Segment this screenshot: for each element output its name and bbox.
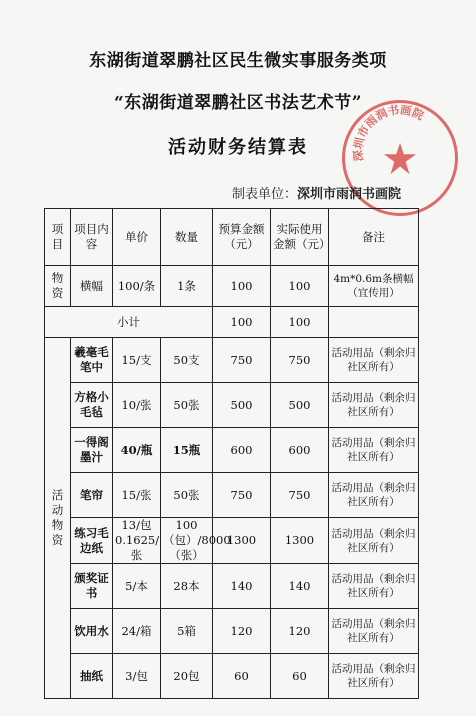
table-row xyxy=(45,473,419,518)
budget-cell: 100 xyxy=(213,266,271,307)
price-cell: 100/条 xyxy=(113,266,161,307)
actual-cell: 120 xyxy=(271,609,329,654)
qty-cell: 28本 xyxy=(161,564,213,609)
qty-cell: 50支 xyxy=(161,338,213,383)
title-line-3: 活动财务结算表 xyxy=(168,137,308,158)
budget-cell: 60 xyxy=(213,654,271,699)
note-cell: 活动用品（剩余归社区所有） xyxy=(329,383,419,428)
title-line-1: 东湖街道翠鹏社区民生微实事服务类项 xyxy=(89,51,387,71)
price-cell: 40/瓶 xyxy=(113,428,161,473)
note-cell: 活动用品（剩余归社区所有） xyxy=(329,564,419,609)
budget-cell: 750 xyxy=(213,338,271,383)
subtotal-label: 小计 xyxy=(45,307,213,338)
category-cell: 物资 xyxy=(45,266,71,307)
note-cell: 4m*0.6m条横幅（宜传用） xyxy=(329,266,419,307)
content-cell: 横幅 xyxy=(71,266,113,307)
qty-cell: 100（包）/8000（张） xyxy=(161,518,213,564)
qty-cell: 15瓶 xyxy=(161,428,213,473)
subtotal-budget: 100 xyxy=(213,307,271,338)
note-cell: 活动用品（剩余归社区所有） xyxy=(329,609,419,654)
header-budget: 预算金额（元） xyxy=(213,209,271,266)
header-note: 备注 xyxy=(329,209,419,266)
price-cell: 3/包 xyxy=(113,654,161,699)
note-cell: 活动用品（剩余归社区所有） xyxy=(329,654,419,699)
actual-cell: 100 xyxy=(271,266,329,307)
table-header-row xyxy=(45,209,419,266)
content-cell: 练习毛边纸 xyxy=(71,518,113,564)
price-cell: 15/张 xyxy=(113,473,161,518)
budget-cell: 120 xyxy=(213,609,271,654)
actual-cell: 600 xyxy=(271,428,329,473)
note-cell: 活动用品（剩余归社区所有） xyxy=(329,518,419,564)
table-row xyxy=(45,609,419,654)
content-cell: 颁奖证书 xyxy=(71,564,113,609)
svg-text:深圳市雨润书画院: 深圳市雨润书画院 xyxy=(350,103,427,163)
qty-cell: 1条 xyxy=(161,266,213,307)
actual-cell: 750 xyxy=(271,473,329,518)
qty-cell: 20包 xyxy=(161,654,213,699)
note-cell: 活动用品（剩余归社区所有） xyxy=(329,338,419,383)
content-cell: 羲毫毛笔中 xyxy=(71,338,113,383)
budget-cell: 140 xyxy=(213,564,271,609)
subtotal-row xyxy=(45,307,419,338)
price-cell: 24/箱 xyxy=(113,609,161,654)
category-cell: 活动物资 xyxy=(45,338,71,699)
table-row xyxy=(45,383,419,428)
maker-label: 制表单位： xyxy=(232,187,298,202)
maker-info xyxy=(232,183,401,202)
table-row xyxy=(45,428,419,473)
table-row xyxy=(45,338,419,383)
subtotal-actual: 100 xyxy=(271,307,329,338)
content-cell: 笔帘 xyxy=(71,473,113,518)
actual-cell: 500 xyxy=(271,383,329,428)
table-row xyxy=(45,564,419,609)
maker-org: 深圳市雨润书画院 xyxy=(297,187,402,202)
table-row xyxy=(45,266,419,307)
header-actual: 实际使用金额（元） xyxy=(271,209,329,266)
qty-cell: 50张 xyxy=(161,383,213,428)
budget-cell: 600 xyxy=(213,428,271,473)
qty-cell: 5箱 xyxy=(161,609,213,654)
subtotal-note xyxy=(329,307,419,338)
note-cell: 活动用品（剩余归社区所有） xyxy=(329,428,419,473)
content-cell: 饮用水 xyxy=(71,609,113,654)
table-row xyxy=(45,518,419,564)
price-cell: 10/张 xyxy=(113,383,161,428)
settlement-table xyxy=(44,208,419,699)
budget-cell: 750 xyxy=(213,473,271,518)
header-qty: 数量 xyxy=(161,209,213,266)
header-content: 项目内容 xyxy=(71,209,113,266)
actual-cell: 1300 xyxy=(271,518,329,564)
budget-cell: 500 xyxy=(213,383,271,428)
content-cell: 抽纸 xyxy=(71,654,113,699)
price-cell: 15/支 xyxy=(113,338,161,383)
price-cell: 5/本 xyxy=(113,564,161,609)
budget-cell: 1300 xyxy=(213,518,271,564)
header-price: 单价 xyxy=(113,209,161,266)
table-row xyxy=(45,654,419,699)
actual-cell: 60 xyxy=(271,654,329,699)
content-cell: 一得阁墨汁 xyxy=(71,428,113,473)
qty-cell: 50张 xyxy=(161,473,213,518)
content-cell: 方格小毛毡 xyxy=(71,383,113,428)
price-cell: 13/包 0.1625/张 xyxy=(113,518,161,564)
actual-cell: 750 xyxy=(271,338,329,383)
header-category: 项目 xyxy=(45,209,71,266)
note-cell: 活动用品（剩余归社区所有） xyxy=(329,473,419,518)
title-line-2: “东湖街道翠鹏社区书法艺术节” xyxy=(113,93,363,113)
actual-cell: 140 xyxy=(271,564,329,609)
